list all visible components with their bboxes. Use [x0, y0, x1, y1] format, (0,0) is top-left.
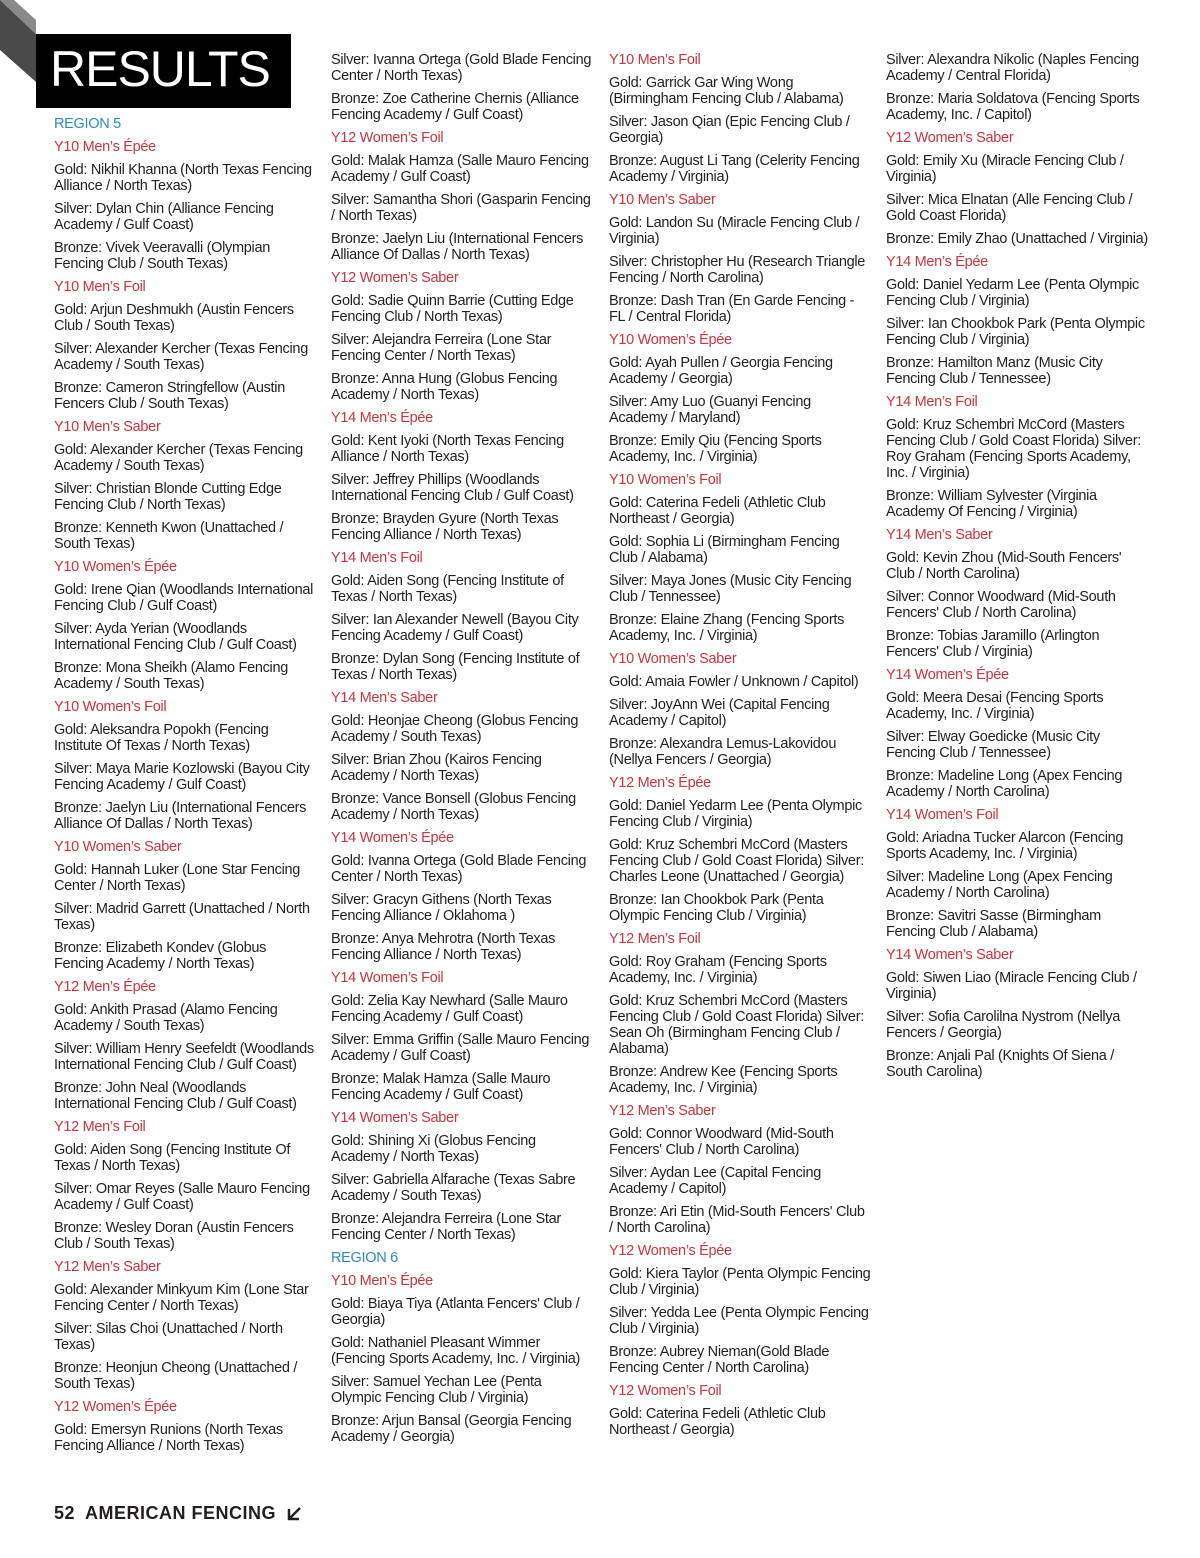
result-entry: Bronze: Ian Chookbok Park (Penta Olympic Fencing Club / Virginia): [609, 892, 824, 924]
result-entry: Gold: Connor Woodward (Mid-South Fencers' Club / North Carolina): [609, 1126, 834, 1158]
page-footer: [54, 1503, 302, 1524]
result-entry: Gold: Ayah Pullen / Georgia Fencing Academy / Georgia): [609, 355, 833, 387]
event-heading: Y14 Women’s Saber: [886, 947, 1014, 963]
result-entry: Silver: Ian Chookbok Park (Penta Olympic Fencing Club / Virginia): [886, 316, 1145, 348]
event-heading: Y10 Women’s Épée: [54, 559, 177, 575]
result-entry: Gold: Roy Graham (Fencing Sports Academy, Inc. / Virginia): [609, 954, 827, 986]
result-entry: Bronze: Vivek Veeravalli (Olympian Fencing Club / South Texas): [54, 240, 270, 272]
result-entry: Bronze: Emily Qiu (Fencing Sports Academy, Inc. / Virginia): [609, 433, 822, 465]
result-entry: Gold: Ankith Prasad (Alamo Fencing Academy / South Texas): [54, 1002, 278, 1034]
event-heading: Y10 Women’s Foil: [54, 699, 167, 715]
event-heading: Y14 Men’s Foil: [331, 550, 423, 566]
event-heading: Y10 Women’s Épée: [609, 332, 732, 348]
result-entry: Bronze: Alexandra Lemus-Lakovidou (Nellya Fencers / Georgia): [609, 736, 837, 768]
result-entry: Gold: Kruz Schembri McCord (Masters Fencing Club / Gold Coast Florida) Silver: Sean Oh (Birmingham Fencing Club / Alabama): [609, 993, 864, 1057]
result-entry: Silver: Emma Griffin (Salle Mauro Fencing Academy / Gulf Coast): [331, 1032, 590, 1064]
result-entry: Gold: Amaia Fowler / Unknown / Capitol): [609, 674, 859, 690]
result-entry: Silver: Ivanna Ortega (Gold Blade Fencing Center / North Texas): [331, 52, 592, 84]
result-entry: Gold: Sophia Li (Birmingham Fencing Club / Alabama): [609, 534, 840, 566]
result-entry: Bronze: Ari Etin (Mid-South Fencers' Club / North Carolina): [609, 1204, 865, 1236]
result-entry: Silver: Jason Qian (Epic Fencing Club / Georgia): [609, 114, 850, 146]
result-entry: Bronze: Arjun Bansal (Georgia Fencing Academy / Georgia): [331, 1413, 572, 1445]
result-entry: Silver: Ian Alexander Newell (Bayou City Fencing Academy / Gulf Coast): [331, 612, 579, 644]
result-entry: Silver: Amy Luo (Guanyi Fencing Academy / Maryland): [609, 394, 811, 426]
result-entry: Gold: Alexander Kercher (Texas Fencing Academy / South Texas): [54, 442, 303, 474]
event-heading: Y10 Men’s Épée: [54, 139, 156, 155]
results-column-1: [54, 116, 316, 1461]
result-entry: Gold: Daniel Yedarm Lee (Penta Olympic Fencing Club / Virginia): [609, 798, 862, 830]
result-entry: Gold: Zelia Kay Newhard (Salle Mauro Fencing Academy / Gulf Coast): [331, 993, 568, 1025]
page-number: 52: [54, 1503, 76, 1523]
result-entry: Silver: Ayda Yerian (Woodlands International Fencing Club / Gulf Coast): [54, 621, 297, 653]
result-entry: Silver: Silas Choi (Unattached / North Texas): [54, 1321, 283, 1353]
results-column-2: [331, 52, 593, 1452]
result-entry: Silver: Samuel Yechan Lee (Penta Olympic Fencing Club / Virginia): [331, 1374, 542, 1406]
result-entry: Bronze: Malak Hamza (Salle Mauro Fencing Academy / Gulf Coast): [331, 1071, 551, 1103]
result-entry: Gold: Kent Iyoki (North Texas Fencing Alliance / North Texas): [331, 433, 564, 465]
result-entry: Silver: Jeffrey Phillips (Woodlands International Fencing Club / Gulf Coast): [331, 472, 574, 504]
event-heading: Y12 Women’s Foil: [609, 1383, 722, 1399]
event-heading: Y12 Women’s Épée: [54, 1399, 177, 1415]
result-entry: Bronze: Wesley Doran (Austin Fencers Club / South Texas): [54, 1220, 294, 1252]
result-entry: Silver: Mica Elnatan (Alle Fencing Club / Gold Coast Florida): [886, 192, 1133, 224]
result-entry: Gold: Kevin Zhou (Mid-South Fencers' Club / North Carolina): [886, 550, 1122, 582]
result-entry: Bronze: Hamilton Manz (Music City Fencing Club / Tennessee): [886, 355, 1103, 387]
result-entry: Silver: Samantha Shori (Gasparin Fencing / North Texas): [331, 192, 591, 224]
event-heading: Y10 Women’s Saber: [54, 839, 182, 855]
result-entry: Bronze: Madeline Long (Apex Fencing Academy / North Carolina): [886, 768, 1123, 800]
result-entry: Gold: Meera Desai (Fencing Sports Academy, Inc. / Virginia): [886, 690, 1104, 722]
event-heading: Y10 Men’s Saber: [609, 192, 716, 208]
page-title: RESULTS: [50, 41, 270, 97]
event-heading: Y12 Women’s Saber: [331, 270, 459, 286]
result-entry: Gold: Alexander Minkyum Kim (Lone Star Fencing Center / North Texas): [54, 1282, 309, 1314]
result-entry: Gold: Aleksandra Popokh (Fencing Institute Of Texas / North Texas): [54, 722, 269, 754]
event-heading: Y10 Women’s Saber: [609, 651, 737, 667]
result-entry: Bronze: William Sylvester (Virginia Academy Of Fencing / Virginia): [886, 488, 1097, 520]
result-entry: Silver: Alexandra Nikolic (Naples Fencing Academy / Central Florida): [886, 52, 1139, 84]
event-heading: Y12 Men’s Foil: [609, 931, 701, 947]
result-entry: Gold: Nathaniel Pleasant Wimmer (Fencing Sports Academy, Inc. / Virginia): [331, 1335, 581, 1367]
event-heading: Y14 Men’s Épée: [331, 410, 433, 426]
result-entry: Silver: Omar Reyes (Salle Mauro Fencing Academy / Gulf Coast): [54, 1181, 310, 1213]
event-heading: Y12 Men’s Épée: [54, 979, 156, 995]
results-banner: [36, 34, 291, 108]
result-entry: Gold: Daniel Yedarm Lee (Penta Olympic Fencing Club / Virginia): [886, 277, 1139, 309]
result-entry: Bronze: Andrew Kee (Fencing Sports Academy, Inc. / Virginia): [609, 1064, 838, 1096]
result-entry: Bronze: John Neal (Woodlands International Fencing Club / Gulf Coast): [54, 1080, 297, 1112]
result-entry: Silver: Christopher Hu (Research Triangle Fencing / North Carolina): [609, 254, 866, 286]
event-heading: Y14 Women’s Foil: [331, 970, 444, 986]
result-entry: Gold: Irene Qian (Woodlands International Fencing Club / Gulf Coast): [54, 582, 314, 614]
result-entry: Bronze: Brayden Gyure (North Texas Fencing Alliance / North Texas): [331, 511, 559, 543]
result-entry: Bronze: Dylan Song (Fencing Institute of Texas / North Texas): [331, 651, 580, 683]
event-heading: Y10 Men’s Saber: [54, 419, 161, 435]
result-entry: Silver: Alejandra Ferreira (Lone Star Fencing Center / North Texas): [331, 332, 552, 364]
event-heading: Y14 Women’s Épée: [331, 830, 454, 846]
event-heading: Y14 Women’s Foil: [886, 807, 999, 823]
result-entry: Gold: Landon Su (Miracle Fencing Club / Virginia): [609, 215, 860, 247]
result-entry: Bronze: Anna Hung (Globus Fencing Academy / North Texas): [331, 371, 558, 403]
result-entry: Gold: Sadie Quinn Barrie (Cutting Edge Fencing Club / North Texas): [331, 293, 574, 325]
result-entry: Gold: Heonjae Cheong (Globus Fencing Academy / South Texas): [331, 713, 579, 745]
result-entry: Bronze: Emily Zhao (Unattached / Virginia): [886, 231, 1148, 247]
result-entry: Silver: Christian Blonde Cutting Edge Fencing Club / North Texas): [54, 481, 282, 513]
result-entry: Bronze: Vance Bonsell (Globus Fencing Academy / North Texas): [331, 791, 576, 823]
result-entry: Silver: Maya Jones (Music City Fencing Club / Tennessee): [609, 573, 852, 605]
result-entry: Bronze: Maria Soldatova (Fencing Sports Academy, Inc. / Capitol): [886, 91, 1140, 123]
result-entry: Gold: Biaya Tiya (Atlanta Fencers' Club / Georgia): [331, 1296, 580, 1328]
result-entry: Silver: Yedda Lee (Penta Olympic Fencing Club / Virginia): [609, 1305, 869, 1337]
event-heading: Y12 Women’s Épée: [609, 1243, 732, 1259]
result-entry: Silver: Gabriella Alfarache (Texas Sabre Academy / South Texas): [331, 1172, 576, 1204]
event-heading: Y12 Women’s Foil: [331, 130, 444, 146]
result-entry: Bronze: Kenneth Kwon (Unattached / South Texas): [54, 520, 284, 552]
result-entry: Silver: Madrid Garrett (Unattached / North Texas): [54, 901, 310, 933]
region-heading: REGION 5: [54, 116, 121, 132]
arrow-down-left-icon: [286, 1506, 302, 1522]
result-entry: Gold: Ariadna Tucker Alarcon (Fencing Sports Academy, Inc. / Virginia): [886, 830, 1124, 862]
result-entry: Silver: William Henry Seefeldt (Woodlands International Fencing Club / Gulf Coast): [54, 1041, 314, 1073]
results-column-4: [886, 52, 1148, 1087]
result-entry: Bronze: Anjali Pal (Knights Of Siena / South Carolina): [886, 1048, 1114, 1080]
result-entry: Gold: Caterina Fedeli (Athletic Club Northeast / Georgia): [609, 1406, 826, 1438]
result-entry: Silver: Aydan Lee (Capital Fencing Academy / Capitol): [609, 1165, 821, 1197]
result-entry: Gold: Emersyn Runions (North Texas Fencing Alliance / North Texas): [54, 1422, 283, 1454]
result-entry: Gold: Aiden Song (Fencing Institute Of Texas / North Texas): [54, 1142, 291, 1174]
result-entry: Silver: JoyAnn Wei (Capital Fencing Academy / Capitol): [609, 697, 830, 729]
results-column-3: [609, 52, 871, 1445]
result-entry: Bronze: Savitri Sasse (Birmingham Fencing Club / Alabama): [886, 908, 1101, 940]
event-heading: Y12 Men’s Saber: [54, 1259, 161, 1275]
event-heading: Y10 Women’s Foil: [609, 472, 722, 488]
result-entry: Silver: Maya Marie Kozlowski (Bayou City Fencing Academy / Gulf Coast): [54, 761, 310, 793]
event-heading: Y12 Men’s Épée: [609, 775, 711, 791]
result-entry: Bronze: Elaine Zhang (Fencing Sports Academy, Inc. / Virginia): [609, 612, 845, 644]
event-heading: Y14 Women’s Épée: [886, 667, 1009, 683]
result-entry: Bronze: Jaelyn Liu (International Fencers Alliance Of Dallas / North Texas): [331, 231, 584, 263]
result-entry: Bronze: Dash Tran (En Garde Fencing - FL / Central Florida): [609, 293, 855, 325]
result-entry: Bronze: Anya Mehrotra (North Texas Fencing Alliance / North Texas): [331, 931, 556, 963]
result-entry: Silver: Alexander Kercher (Texas Fencing Academy / South Texas): [54, 341, 308, 373]
result-entry: Gold: Aiden Song (Fencing Institute of Texas / North Texas): [331, 573, 564, 605]
result-entry: Gold: Ivanna Ortega (Gold Blade Fencing Center / North Texas): [331, 853, 587, 885]
region-heading: REGION 6: [331, 1250, 398, 1266]
event-heading: Y14 Men’s Épée: [886, 254, 988, 270]
result-entry: Gold: Malak Hamza (Salle Mauro Fencing Academy / Gulf Coast): [331, 153, 589, 185]
result-entry: Silver: Sofia Carolilna Nystrom (Nellya Fencers / Georgia): [886, 1009, 1121, 1041]
result-entry: Bronze: Aubrey Nieman(Gold Blade Fencing Center / North Carolina): [609, 1344, 830, 1376]
result-entry: Gold: Arjun Deshmukh (Austin Fencers Club / South Texas): [54, 302, 294, 334]
result-entry: Gold: Kruz Schembri McCord (Masters Fencing Club / Gold Coast Florida) Silver: Charles Leone (Unattached / Georgia): [609, 837, 864, 885]
result-entry: Gold: Garrick Gar Wing Wong (Birmingham Fencing Club / Alabama): [609, 75, 844, 107]
result-entry: Bronze: Zoe Catherine Chernis (Alliance Fencing Academy / Gulf Coast): [331, 91, 579, 123]
result-entry: Bronze: Tobias Jaramillo (Arlington Fencers' Club / Virginia): [886, 628, 1100, 660]
result-entry: Silver: Elway Goedicke (Music City Fencing Club / Tennessee): [886, 729, 1100, 761]
event-heading: Y14 Women’s Saber: [331, 1110, 459, 1126]
corner-decoration: [0, 0, 36, 82]
result-entry: Bronze: Jaelyn Liu (International Fencers Alliance Of Dallas / North Texas): [54, 800, 307, 832]
result-entry: Bronze: Mona Sheikh (Alamo Fencing Academy / South Texas): [54, 660, 289, 692]
event-heading: Y14 Men’s Saber: [886, 527, 993, 543]
result-entry: Silver: Madeline Long (Apex Fencing Academy / North Carolina): [886, 869, 1113, 901]
event-heading: Y10 Men’s Foil: [609, 52, 701, 68]
event-heading: Y12 Men’s Saber: [609, 1103, 716, 1119]
result-entry: Gold: Kiera Taylor (Penta Olympic Fencing Club / Virginia): [609, 1266, 871, 1298]
result-entry: Bronze: Heonjun Cheong (Unattached / South Texas): [54, 1360, 298, 1392]
result-entry: Bronze: August Li Tang (Celerity Fencing Academy / Virginia): [609, 153, 860, 185]
event-heading: Y14 Men’s Foil: [886, 394, 978, 410]
result-entry: Gold: Kruz Schembri McCord (Masters Fencing Club / Gold Coast Florida) Silver: Roy Graham (Fencing Sports Academy, Inc. / Virginia): [886, 417, 1141, 481]
result-entry: Bronze: Cameron Stringfellow (Austin Fencers Club / South Texas): [54, 380, 285, 412]
result-entry: Bronze: Alejandra Ferreira (Lone Star Fencing Center / North Texas): [331, 1211, 561, 1243]
event-heading: Y10 Men’s Foil: [54, 279, 146, 295]
result-entry: Gold: Hannah Luker (Lone Star Fencing Center / North Texas): [54, 862, 301, 894]
event-heading: Y12 Men’s Foil: [54, 1119, 146, 1135]
event-heading: Y10 Men’s Épée: [331, 1273, 433, 1289]
result-entry: Silver: Brian Zhou (Kairos Fencing Academy / North Texas): [331, 752, 542, 784]
event-heading: Y14 Men’s Saber: [331, 690, 438, 706]
result-entry: Gold: Caterina Fedeli (Athletic Club Northeast / Georgia): [609, 495, 826, 527]
result-entry: Gold: Siwen Liao (Miracle Fencing Club / Virginia): [886, 970, 1137, 1002]
result-entry: Silver: Gracyn Githens (North Texas Fencing Alliance / Oklahoma ): [331, 892, 552, 924]
result-entry: Bronze: Elizabeth Kondev (Globus Fencing Academy / North Texas): [54, 940, 267, 972]
result-entry: Gold: Shining Xi (Globus Fencing Academy / North Texas): [331, 1133, 536, 1165]
event-heading: Y12 Women’s Saber: [886, 130, 1014, 146]
result-entry: Gold: Nikhil Khanna (North Texas Fencing Alliance / North Texas): [54, 162, 312, 194]
result-entry: Gold: Emily Xu (Miracle Fencing Club / Virginia): [886, 153, 1124, 185]
result-entry: Silver: Connor Woodward (Mid-South Fencers' Club / North Carolina): [886, 589, 1116, 621]
result-entry: Silver: Dylan Chin (Alliance Fencing Academy / Gulf Coast): [54, 201, 274, 233]
publication-name: AMERICAN FENCING: [85, 1503, 277, 1523]
